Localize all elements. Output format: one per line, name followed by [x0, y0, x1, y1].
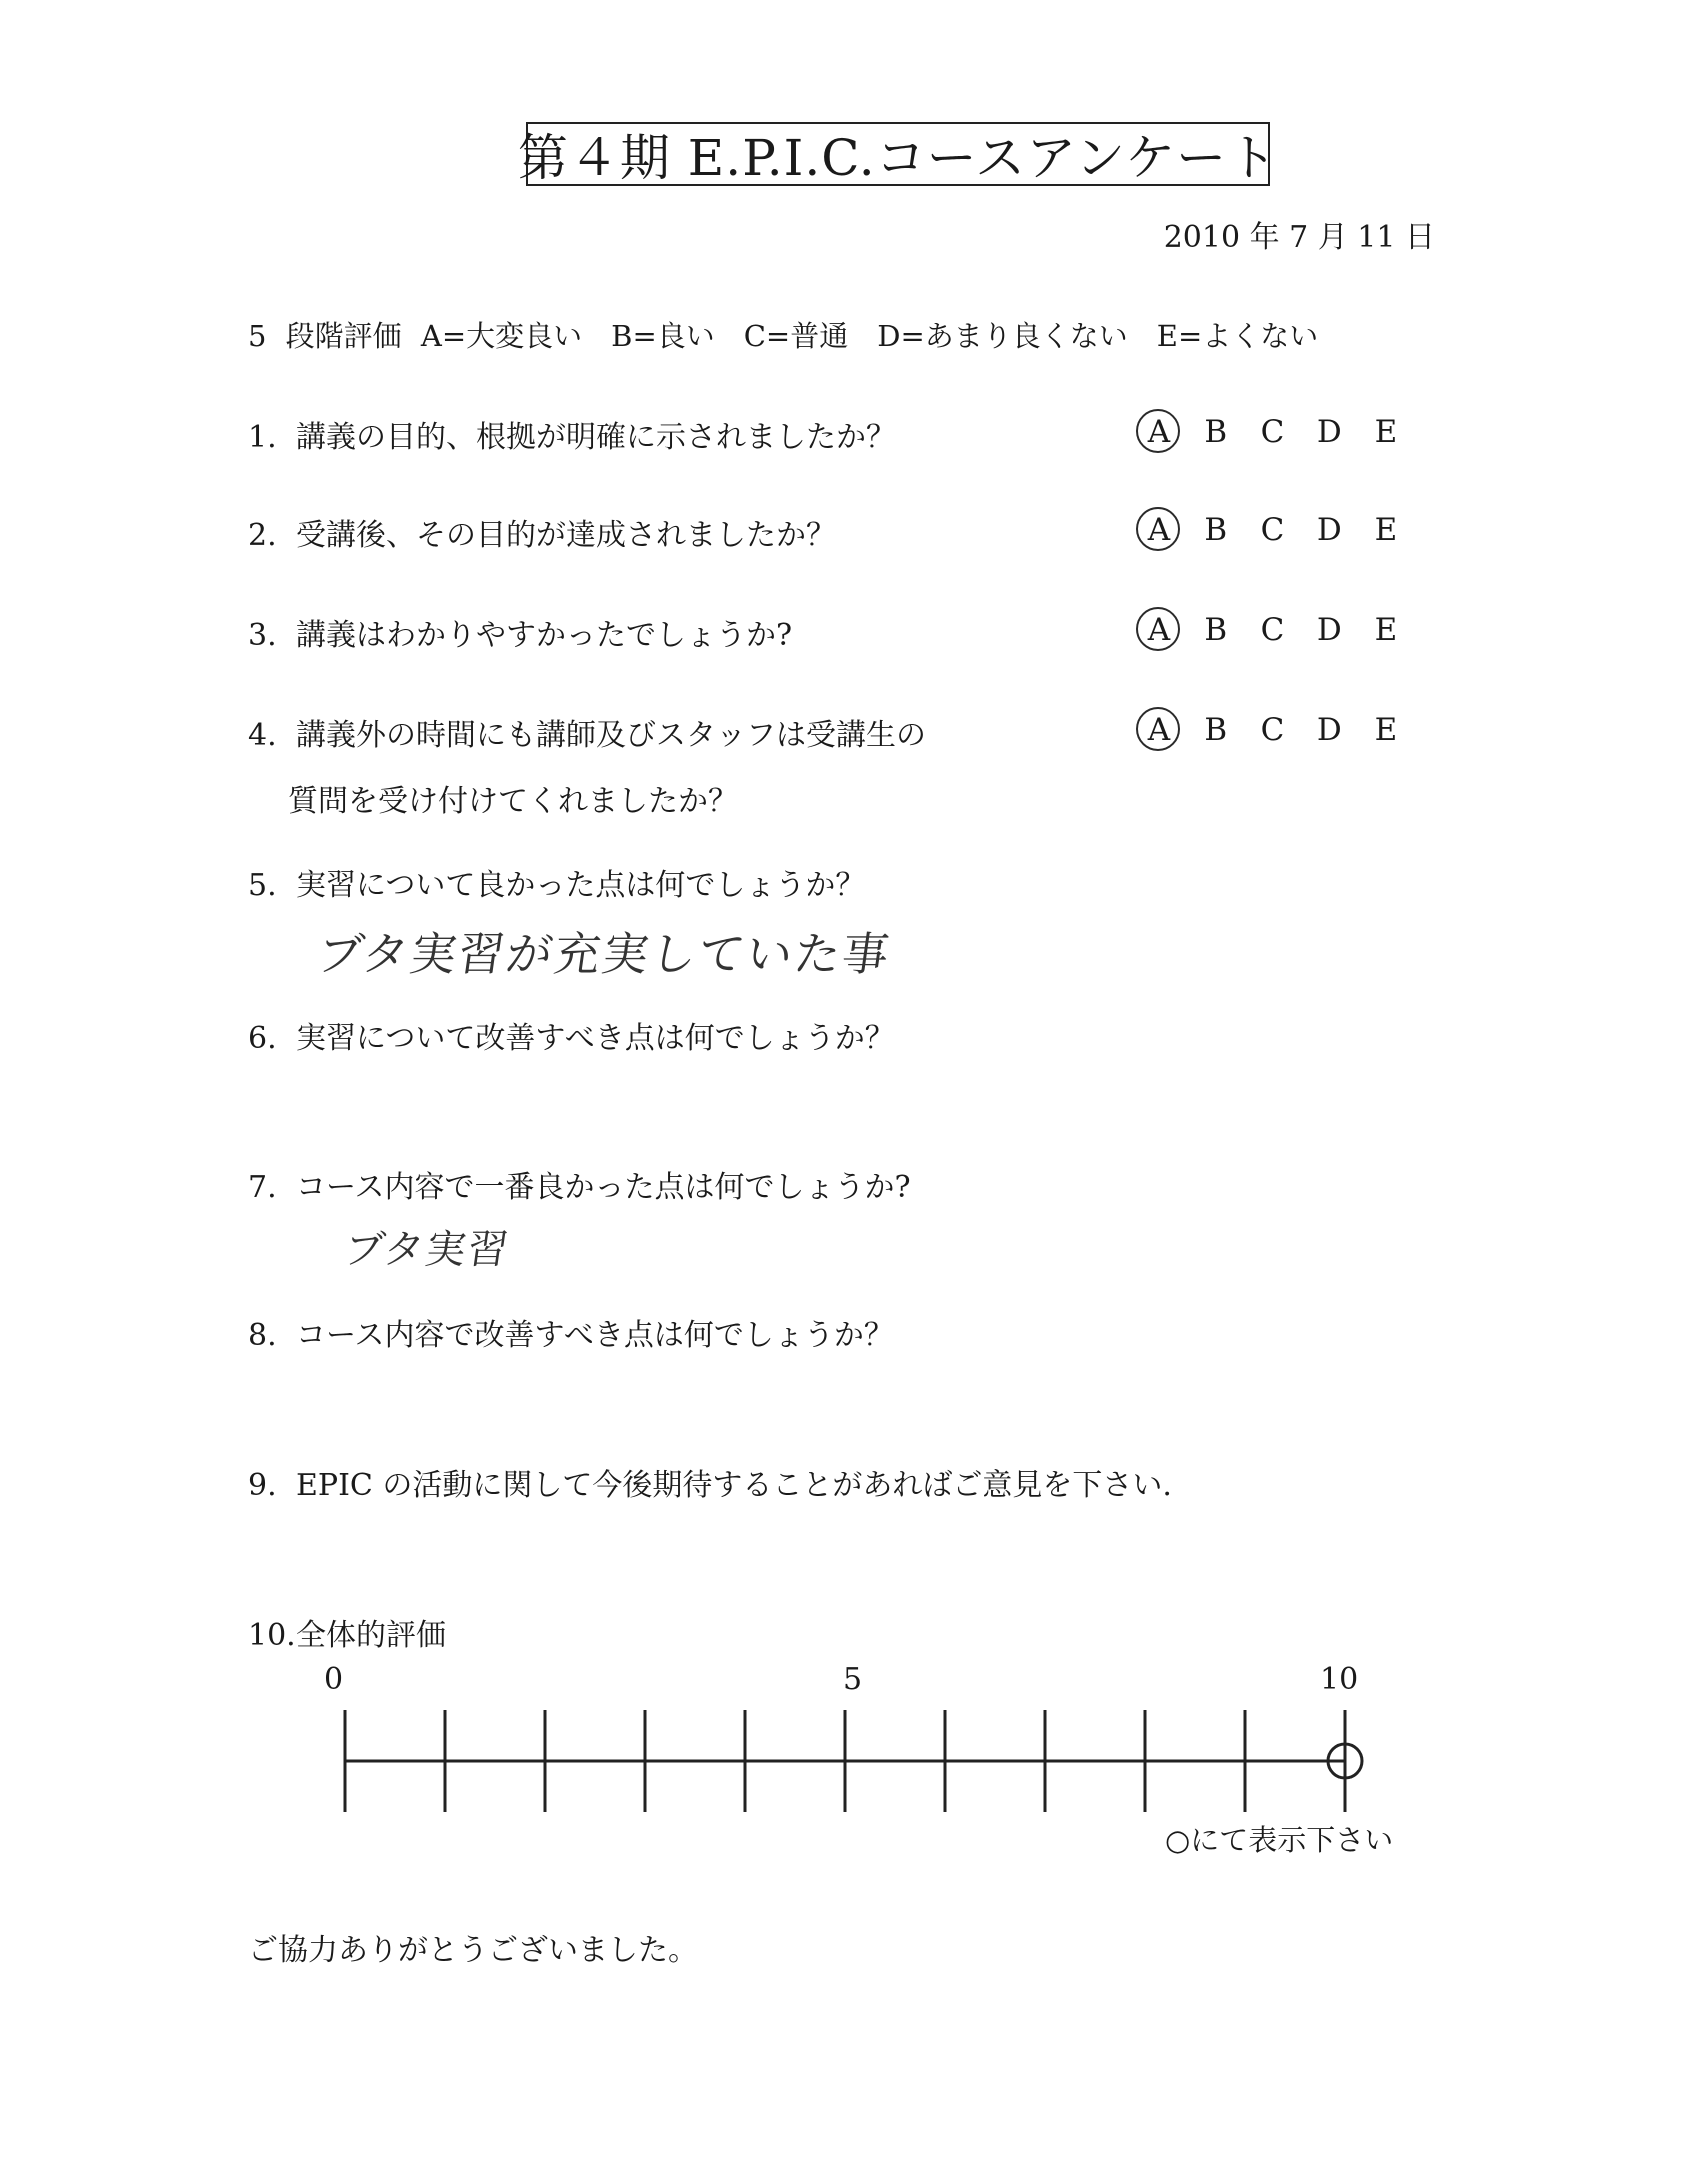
question-number: 9. — [248, 1468, 277, 1503]
question-2-choices — [1140, 512, 1405, 548]
choice-c: C — [1260, 612, 1285, 648]
choice-c: C — [1260, 712, 1285, 748]
handwritten-answer-5: ブタ実習が充実していた事 — [313, 927, 895, 981]
question-number: 1. — [248, 420, 277, 455]
question-text: EPIC の活動に関して今後期待することがあればご意見を下さい. — [296, 1468, 1172, 1503]
choice-d: D — [1316, 512, 1342, 548]
overall-rating-scale — [330, 1690, 1380, 1825]
scale-label-min: 0 — [324, 1662, 344, 1697]
question-9 — [248, 1460, 1172, 1504]
closing-thanks: ご協力ありがとうございました。 — [248, 1933, 698, 1968]
choice-d: D — [1316, 414, 1342, 450]
question-7 — [248, 1162, 911, 1206]
question-number: 8. — [248, 1318, 277, 1353]
question-4-choices — [1140, 712, 1405, 748]
question-text: コース内容で一番良かった点は何でしょうか? — [296, 1170, 911, 1205]
question-2 — [248, 510, 836, 554]
choice-b: B — [1204, 414, 1228, 450]
question-5 — [248, 860, 865, 904]
question-text-continued: 質問を受け付けてくれましたか？ — [288, 784, 738, 819]
choice-c: C — [1260, 512, 1285, 548]
question-6 — [248, 1013, 895, 1057]
question-1-choices — [1140, 414, 1405, 450]
handwritten-answer-7: ブタ実習 — [341, 1227, 513, 1273]
question-text: 講義はわかりやすかったでしょうか? — [296, 618, 793, 653]
choice-b: B — [1204, 712, 1228, 748]
question-number: 6. — [248, 1021, 277, 1056]
question-number: 5. — [248, 868, 277, 903]
question-number: 4. — [248, 718, 277, 753]
question-text: 実習について良かった点は何でしょうか？ — [296, 868, 866, 903]
rating-scale-legend: 5 段階評価 A=大変良い B=良い C=普通 D=あまり良くない E=よくない — [248, 319, 1319, 353]
choice-a-circled: A — [1140, 612, 1178, 648]
question-number: 3. — [248, 618, 277, 653]
question-text: 講義の目的、根拠が明確に示されましたか？ — [296, 420, 896, 455]
choice-a-circled: A — [1140, 712, 1178, 748]
survey-title: 第４期 E.P.I.C.コースアンケート — [526, 122, 1270, 186]
question-3 — [248, 610, 792, 654]
choice-c: C — [1260, 414, 1285, 450]
question-10 — [248, 1610, 446, 1654]
question-number: 7. — [248, 1170, 277, 1205]
choice-d: D — [1316, 612, 1342, 648]
question-number: 2. — [248, 518, 277, 553]
choice-e: E — [1374, 414, 1398, 450]
question-1 — [248, 412, 896, 456]
question-text: コース内容で改善すべき点は何でしょうか？ — [296, 1318, 894, 1353]
question-3-choices — [1140, 612, 1405, 648]
choice-e: E — [1374, 512, 1398, 548]
choice-b: B — [1204, 612, 1228, 648]
choice-e: E — [1374, 612, 1398, 648]
question-number: 10. — [248, 1618, 296, 1653]
choice-e: E — [1374, 712, 1398, 748]
question-4 — [248, 710, 926, 820]
survey-date: 2010 年 7 月 11 日 — [1163, 220, 1435, 255]
question-text: 受講後、その目的が達成されましたか？ — [296, 518, 836, 553]
choice-a-circled: A — [1140, 512, 1178, 548]
scale-instruction: ○にて表示下さい — [1165, 1823, 1394, 1857]
choice-b: B — [1204, 512, 1228, 548]
question-text: 実習について改善すべき点は何でしょうか？ — [296, 1021, 895, 1056]
question-text: 講義外の時間にも講師及びスタッフは受講生の — [296, 718, 926, 753]
question-8 — [248, 1310, 894, 1354]
scale-label-max: 10 — [1320, 1662, 1359, 1697]
scale-label-mid: 5 — [843, 1662, 863, 1697]
choice-d: D — [1316, 712, 1342, 748]
question-text: 全体的評価 — [296, 1618, 446, 1653]
choice-a-circled: A — [1140, 414, 1178, 450]
